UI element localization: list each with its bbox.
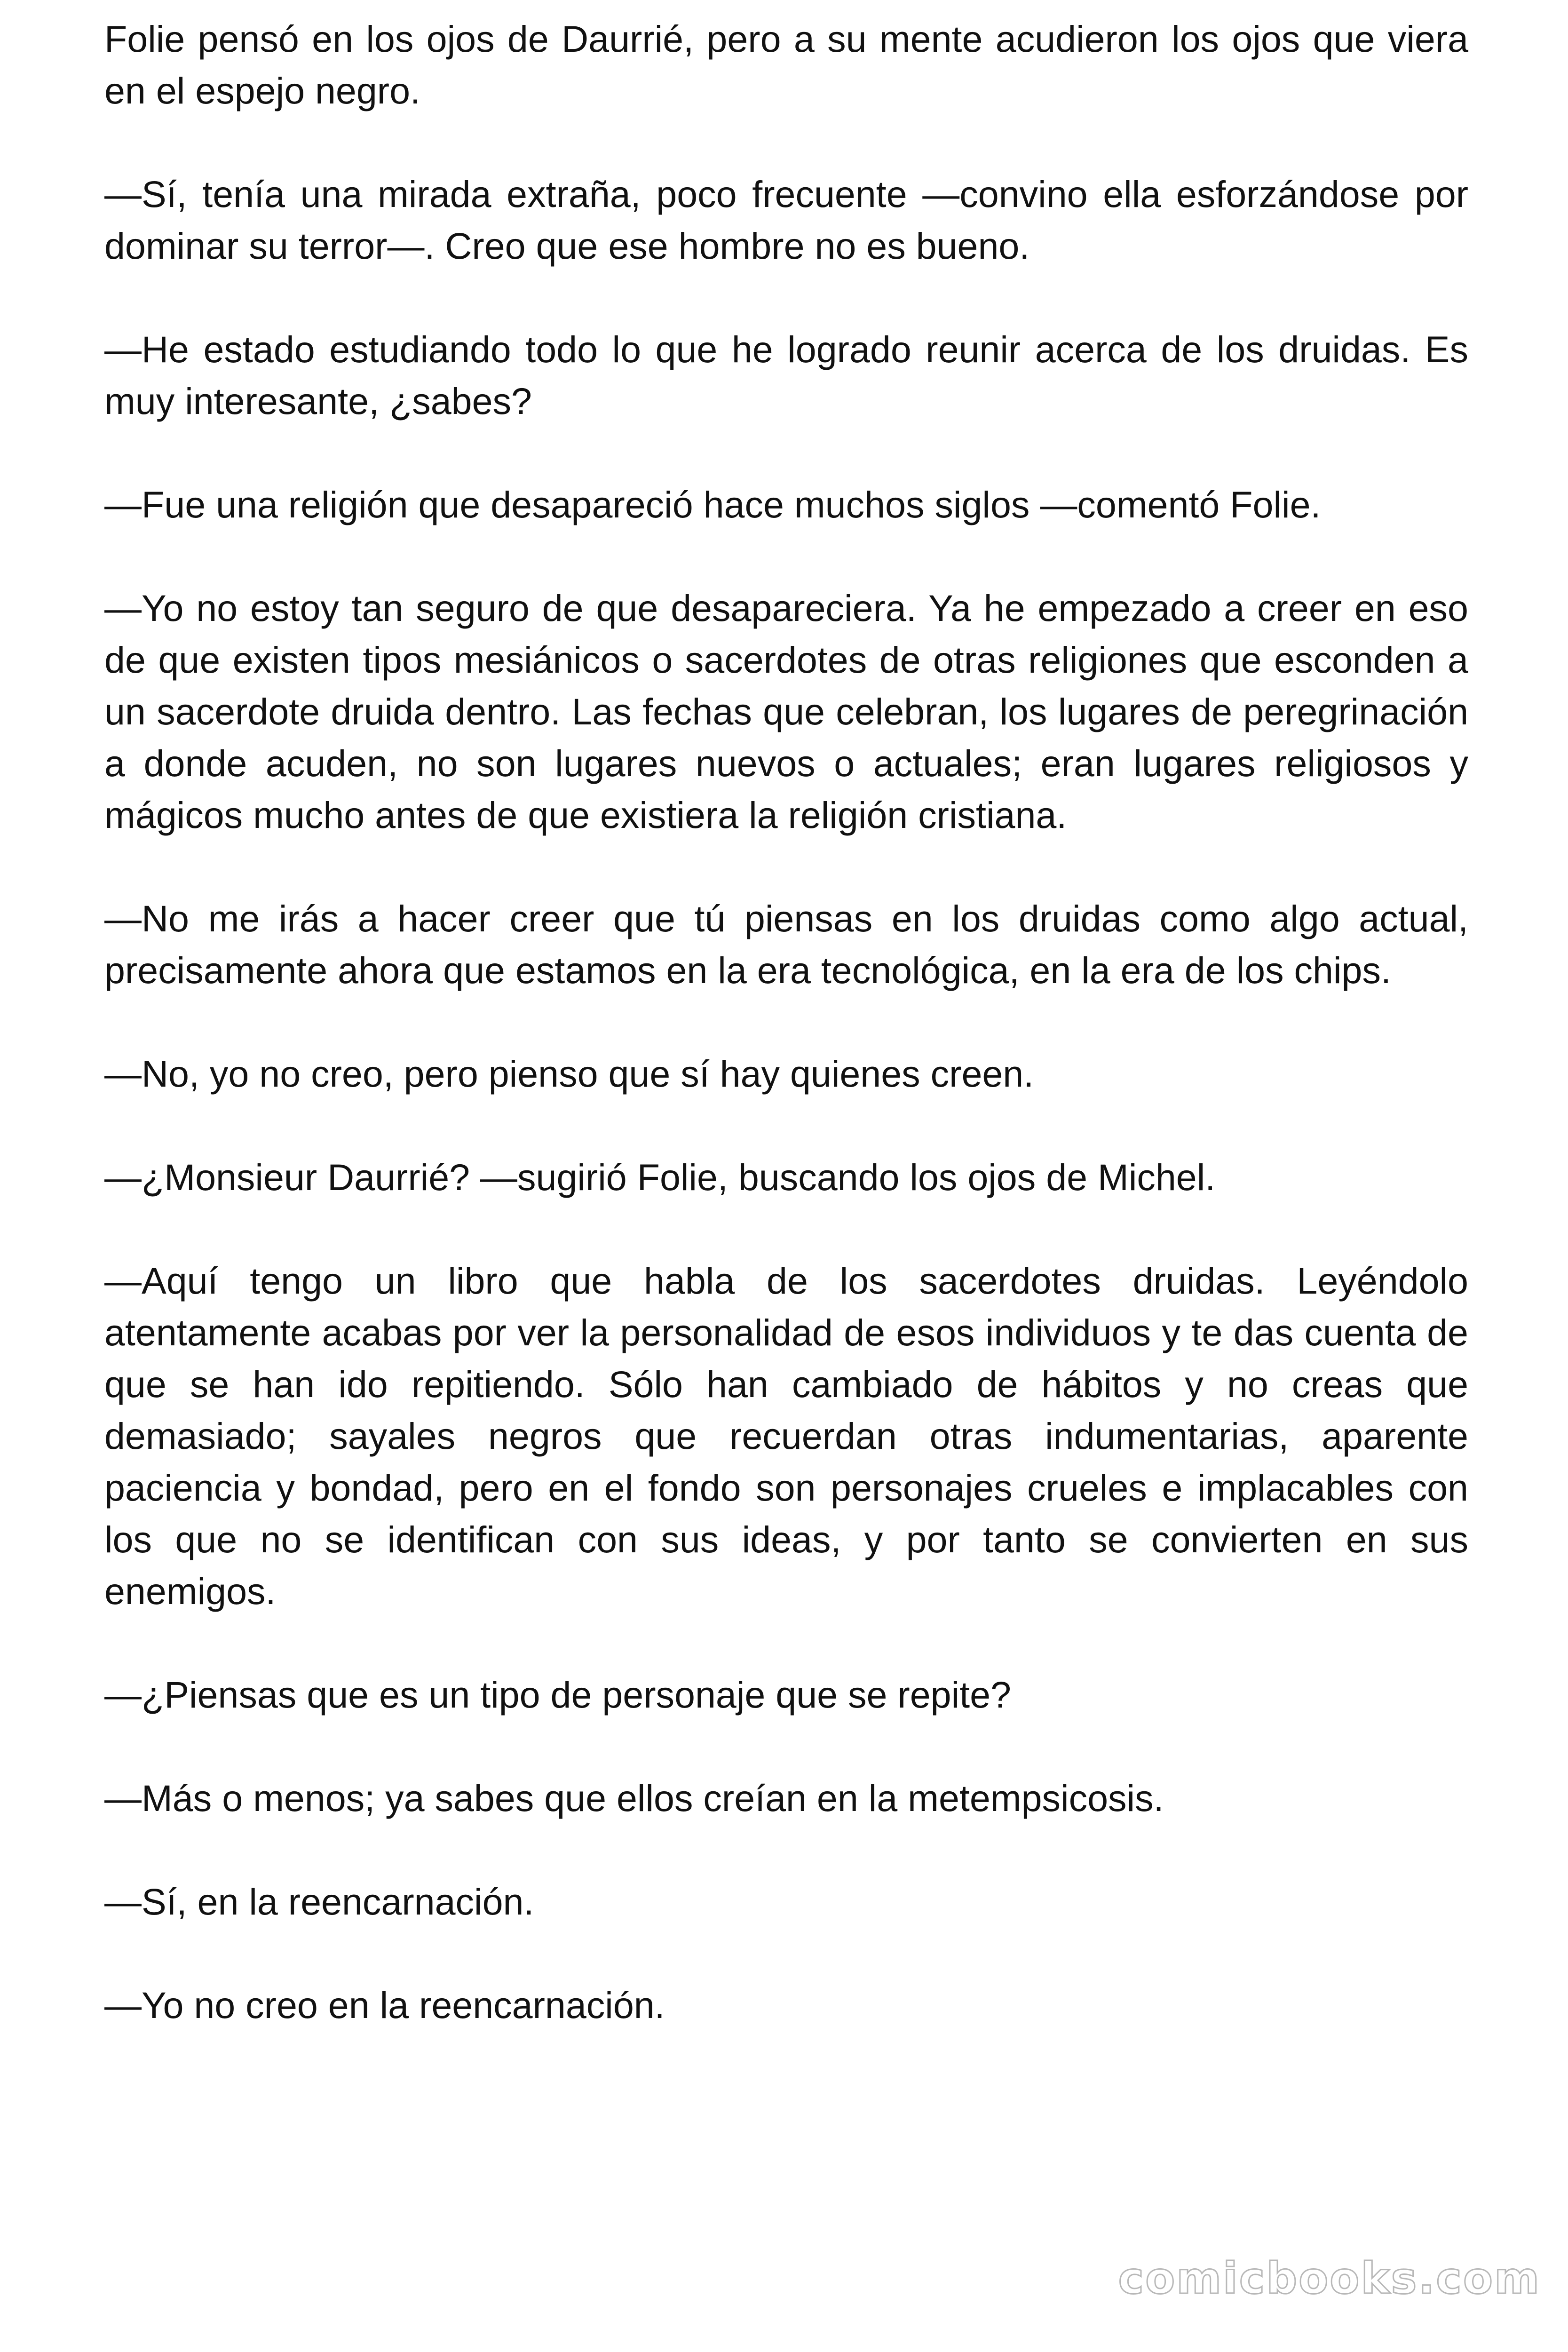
paragraph: —¿Monsieur Daurrié? —sugirió Folie, buscando los ojos de Michel.: [104, 1156, 1216, 1198]
paragraph: —¿Piensas que es un tipo de personaje que se repite?: [104, 1674, 1011, 1716]
paragraph: —He estado estudiando todo lo que he logrado reunir acerca de los druidas. Es muy interesante, ¿sabes?: [104, 328, 1468, 422]
paragraph: —Fue una religión que desapareció hace muchos siglos —comentó Folie.: [104, 484, 1321, 525]
paragraph: Folie pensó en los ojos de Daurrié, pero a su mente acudieron los ojos que viera en el espejo negro.: [104, 18, 1468, 111]
paragraph: —Más o menos; ya sabes que ellos creían en la metempsicosis.: [104, 1777, 1164, 1819]
paragraph: —Yo no estoy tan seguro de que desapareciera. Ya he empezado a creer en eso de que existen tipos mesiánicos o sacerdotes de otras religiones que esconden a un sacerdote druida dentro. Las fechas que celebran, los lugares de peregrinación a donde acuden, no son lugares nuevos o actuales; eran lugares religiosos y mágicos mucho antes de que existiera la religión cristiana.: [104, 587, 1468, 836]
paragraph: —Sí, tenía una mirada extraña, poco frecuente —convino ella esforzándose por dominar su terror—. Creo que ese hombre no es bueno.: [104, 173, 1468, 267]
paragraph: —Sí, en la reencarnación.: [104, 1881, 534, 1923]
paragraph: —Yo no creo en la reencarnación.: [104, 1984, 665, 2026]
paragraph: —Aquí tengo un libro que habla de los sacerdotes druidas. Leyéndolo atentamente acabas por ver la personalidad de esos individuos y te das cuenta de que se han ido repitiendo. Sólo han cambiado de hábitos y no creas que demasiado; sayales negros que recuerdan otras indumentarias, aparente paciencia y bondad, pero en el fondo son personajes crueles e implacables con los que no se identifican con sus ideas, y por tanto se convierten en sus enemigos.: [104, 1260, 1468, 1612]
page-text: [104, 13, 1468, 2031]
watermark: comicbooks.com: [1118, 2253, 1541, 2304]
paragraph: —No, yo no creo, pero pienso que sí hay quienes creen.: [104, 1053, 1034, 1095]
paragraph: —No me irás a hacer creer que tú piensas en los druidas como algo actual, precisamente ahora que estamos en la era tecnológica, en la era de los chips.: [104, 898, 1468, 991]
